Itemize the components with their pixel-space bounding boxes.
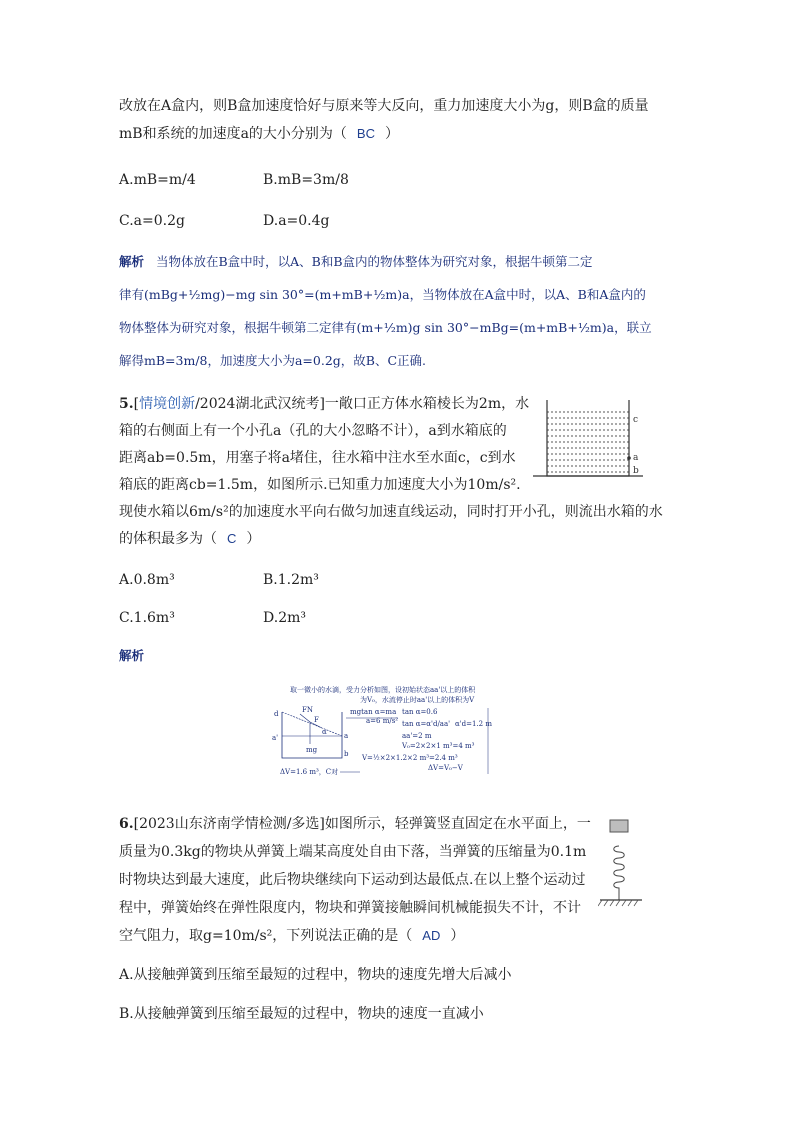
q4-analysis-title: 解析 — [119, 254, 145, 269]
sol-lbl-fn: FN — [302, 706, 313, 714]
q5-line2: 箱的右侧面上有一个小孔a（孔的大小忽略不计），a到水箱底的 — [119, 423, 507, 439]
tank-walls — [547, 400, 629, 476]
q6-answer: AD — [422, 928, 441, 943]
sol-result: ΔV=1.6 m³，C对 — [280, 768, 339, 776]
sol-lbl-alpha: α — [322, 728, 327, 736]
sol-eq1: mgtan α=ma — [350, 708, 397, 716]
label-b: b — [633, 466, 639, 476]
sol-lbl-b: b — [344, 750, 349, 758]
water-tank-figure — [533, 398, 653, 482]
sol-eq3: tan α=0.6 — [402, 708, 438, 716]
q5-solution-figure — [270, 682, 520, 782]
sol-eq4: tan α=α'd/aa' — [402, 720, 451, 728]
q4-stem-line1: 改放在A盒内，则B盒加速度恰好与原来等大反向，重力加速度大小为g，则B盒的质量 — [119, 98, 649, 114]
sol-top2: 为V₀，水流停止时aa'以上的体积为V — [360, 696, 475, 704]
q6-line1: 6.[2023山东济南学情检测/多选]如图所示，轻弹簧竖直固定在水平面上，一 — [119, 816, 591, 832]
q5-option-c: C.1.6m³ — [119, 610, 175, 626]
q4-answer: BC — [356, 126, 375, 141]
sol-lbl-a: a — [344, 732, 349, 740]
q5-line4: 箱底的距离cb=1.5m，如图所示.已知重力加速度大小为10m/s². — [119, 477, 521, 493]
q4-analysis-line2: 律有(mBg+½mg)−mg sin 30°=(m+mB+½m)a，当物体放在A盒中时，以A、B和A盒内的 — [119, 287, 646, 302]
q4-analysis-line3: 物体整体为研究对象，根据牛顿第二定律有(m+½m)g sin 30°−mBg=(m+mB+½m)a，联立 — [119, 320, 652, 335]
spring-figure — [598, 816, 646, 908]
sol-lbl-mg: mg — [306, 746, 318, 754]
sol-eq6: aa'=2 m — [402, 732, 432, 740]
q4-option-a: A.mB=m/4 — [119, 172, 196, 188]
q5-answer: C — [227, 531, 237, 546]
sol-top1: 取一微小的水滴，受力分析如图，设初始状态aa'以上的体积 — [290, 686, 476, 694]
q5-line6: 的体积最多为（ C ） — [119, 531, 261, 547]
q4-option-b: B.mB=3m/8 — [263, 172, 349, 188]
q6-option-b: B.从接触弹簧到压缩至最短的过程中，物块的速度一直减小 — [119, 1006, 484, 1022]
q6-line3: 时物块达到最大速度，此后物块继续向下运动到达最低点.在以上整个运动过 — [119, 872, 586, 888]
q5-option-d: D.2m³ — [263, 610, 306, 626]
sol-lbl-d: d — [274, 710, 279, 718]
sol-eq7: V₀=2×2×1 m³=4 m³ — [402, 742, 475, 750]
q5-line3: 距离ab=0.5m，用塞子将a堵住，往水箱中注水至水面c，c到水 — [119, 450, 516, 466]
sol-tilted-surface — [282, 712, 342, 736]
label-c: c — [633, 415, 639, 425]
q6-option-a: A.从接触弹簧到压缩至最短的过程中，物块的速度先增大后减小 — [119, 967, 512, 983]
sol-eq8: V=½×2×1.2×2 m³=2.4 m³ — [362, 754, 458, 762]
q5-line1: 5.[情境创新/2024湖北武汉统考]一敞口正方体水箱棱长为2m，水 — [119, 396, 530, 412]
q5-tag: 情境创新 — [139, 396, 196, 412]
q4-option-c: C.a=0.2g — [119, 213, 185, 229]
q5-line5: 现使水箱以6m/s²的加速度水平向右做匀加速直线运动，同时打开小孔，则流出水箱的水 — [119, 504, 663, 520]
spring — [614, 846, 625, 900]
sol-lbl-f: F — [314, 716, 319, 724]
sol-eq9: ΔV=V₀−V — [428, 764, 463, 772]
sol-eq5: α'd=1.2 m — [455, 720, 492, 728]
q5-analysis-title: 解析 — [119, 648, 145, 663]
tank-water-lines — [547, 412, 629, 472]
q5-option-a: A.0.8m³ — [119, 572, 175, 588]
q4-analysis-line1: 解析 当物体放在B盒中时，以A、B和B盒内的物体整体为研究对象，根据牛顿第二定 — [119, 254, 593, 269]
q6-line4: 程中，弹簧始终在弹性限度内，物块和弹簧接触瞬间机械能损失不计，不计 — [119, 900, 581, 916]
q4-analysis-line4: 解得mB=3m/8，加速度大小为a=0.2g，故B、C正确. — [119, 353, 427, 368]
floor-hatch — [598, 900, 638, 906]
q4-stem-line2: mB和系统的加速度a的大小分别为（ BC ） — [119, 126, 399, 142]
sol-lbl-a1: a' — [272, 734, 279, 742]
q4-option-d: D.a=0.4g — [263, 213, 330, 229]
sol-eq2: a=6 m/s² — [366, 717, 399, 725]
q6-line5: 空气阻力，取g=10m/s²，下列说法正确的是（ AD ） — [119, 928, 465, 944]
label-a: a — [633, 453, 639, 463]
block — [610, 820, 628, 832]
q5-option-b: B.1.2m³ — [263, 572, 319, 588]
sol-fn-arrow — [300, 714, 310, 722]
hole-a — [627, 456, 631, 460]
q6-line2: 质量为0.3kg的物块从弹簧上端某高度处自由下落，当弹簧的压缩量为0.1m — [119, 844, 587, 860]
